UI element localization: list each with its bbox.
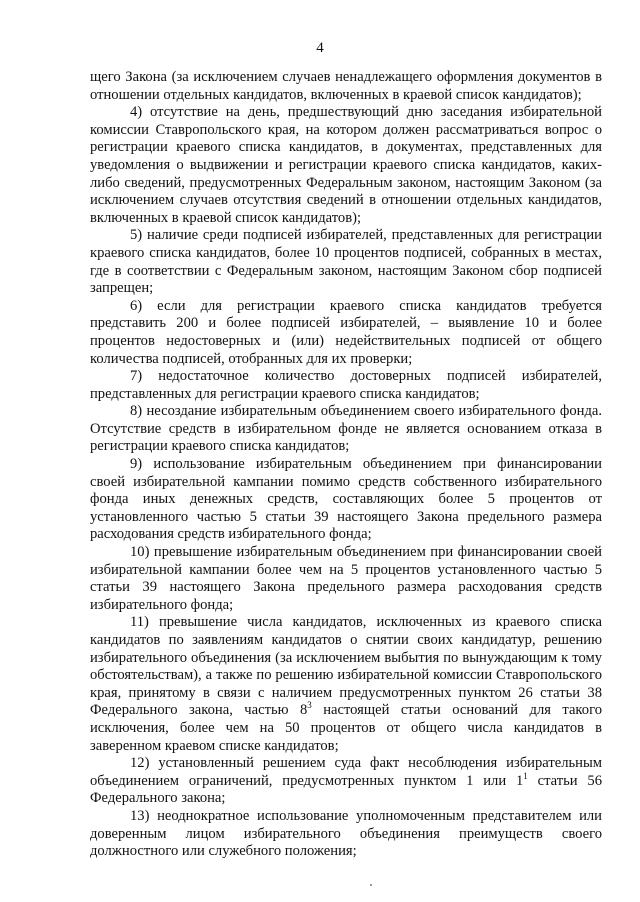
superscript: 1 bbox=[523, 770, 528, 781]
paragraph-text: 5) наличие среди подписей избирателей, представленных для регистрации краевого списка кандидатов, более 10 процентов подписей, собранных в местах, где в соответствии с Федеральным законом, настоящим Законом сбор подписей запрещен; bbox=[90, 227, 602, 297]
paragraph-text: 4) отсутствие на день, предшествующий дню заседания избирательной комиссии Ставропольского края, на котором должен рассматриваться вопрос о регистрации краевого списка кандидатов, в документах, представленных для уведомления о выдвижении и регистрации краевого списка кандидатов, каких-либо сведений, предусмотренных Федеральным законом, настоящим Законом (за исключением случаев отсутствия сведений в отношении отдельных кандидатов, включенных в краевой список кандидатов); bbox=[90, 104, 602, 226]
body-text bbox=[90, 69, 602, 861]
scan-speck bbox=[370, 884, 372, 886]
page-number: 4 bbox=[316, 40, 324, 56]
paragraph-item-12 bbox=[90, 755, 602, 808]
paragraph-item-5 bbox=[90, 227, 602, 297]
paragraph-text: 8) несоздание избирательным объединением своего избирательного фонда. Отсутствие средств в избирательном фонде не является основанием отказа в регистрации краевого списка кандидатов; bbox=[90, 403, 602, 455]
paragraph-item-7 bbox=[90, 368, 602, 403]
paragraph-text: 11) превышение числа кандидатов, исключенных из краевого списка кандидатов по заявлениям кандидатов о снятии своих кандидатур, решению избирательного объединения (за исключением выбытия по вынуждающим к тому обстоятельствам), а также по решению избирательной комиссии Ставропольского края, принятому в связи с наличием предусмотренных пунктом 26 статьи 38 Федерального закона, частью 8 bbox=[90, 614, 602, 719]
paragraph-item-8 bbox=[90, 403, 602, 456]
paragraph-text: 10) превышение избирательным объединением при финансировании своей избирательной кампании более чем на 5 процентов установленного частью 5 статьи 39 настоящего Закона предельного размера расходования средств избирательного фонда; bbox=[90, 544, 602, 613]
paragraph-item-13 bbox=[90, 808, 602, 861]
paragraph-text: 9) использование избирательным объединением при финансировании своей избирательной кампании помимо средств собственного избирательного фонда иных денежных средств, составляющих более 5 процентов от установленного частью 5 статьи 39 настоящего Закона предельного размера расходования средств избирательного фонда; bbox=[90, 456, 602, 543]
paragraph-item-9 bbox=[90, 456, 602, 544]
paragraph-continuation bbox=[90, 69, 602, 104]
paragraph-item-11 bbox=[90, 614, 602, 755]
paragraph-text-tail: настоящей статьи оснований для такого исключения, более чем на 50 процентов от общего числа кандидатов в заверенном краевом списке кандидатов; bbox=[90, 702, 602, 754]
paragraph-text: 6) если для регистрации краевого списка кандидатов требуется представить 200 и более подписей избирателей, – выявление 10 и более процентов недостоверных и (или) недействительных подписей от общего количества подписей, отобранных для их проверки; bbox=[90, 297, 602, 367]
paragraph-item-4 bbox=[90, 104, 602, 227]
paragraph-item-6 bbox=[90, 298, 602, 368]
paragraph-text: 12) установленный решением суда факт несоблюдения избирательным объединением ограничений, предусмотренных пунктом 1 или 1 bbox=[90, 755, 602, 789]
paragraph-text-tail: статьи 56 Федерального закона; bbox=[90, 772, 602, 807]
paragraph-text: 7) недостаточное количество достоверных подписей избирателей, представленных для регистрации краевого списка кандидатов; bbox=[90, 368, 602, 402]
paragraph-item-10 bbox=[90, 544, 602, 614]
superscript: 3 bbox=[307, 700, 312, 711]
paragraph-text: щего Закона (за исключением случаев ненадлежащего оформления документов в отношении отдельных кандидатов, включенных в краевой список кандидатов); bbox=[90, 69, 602, 103]
paragraph-text: 13) неоднократное использование уполномоченным представителем или доверенным лицом избирательного объединения преимуществ своего должностного или служебного положения; bbox=[90, 807, 602, 860]
